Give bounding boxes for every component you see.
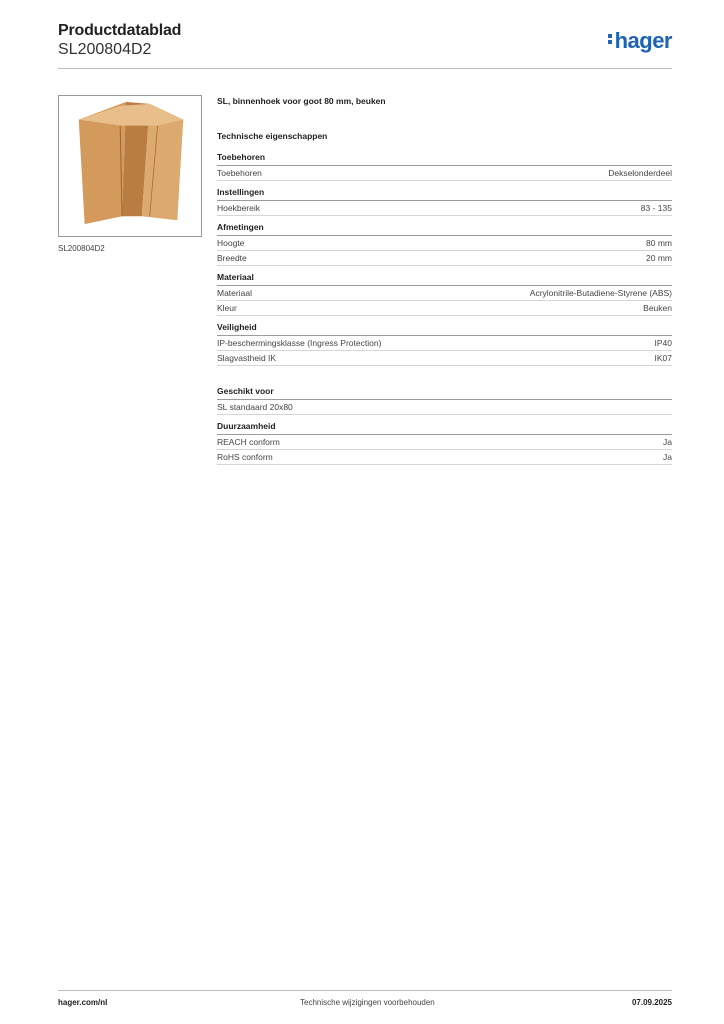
product-description: SL, binnenhoek voor goot 80 mm, beuken [217, 96, 386, 106]
corner-piece-illustration [59, 96, 201, 236]
spec-value: IP40 [654, 338, 672, 348]
footer-divider [58, 990, 672, 991]
spec-value: Ja [663, 452, 672, 462]
spec-label: Breedte [217, 253, 247, 263]
page-header [58, 22, 672, 68]
spec-row [217, 351, 672, 366]
section-veiligheid [217, 322, 672, 366]
section-duurzaamheid [217, 421, 672, 465]
logo-text: hager [614, 28, 672, 53]
spec-row [217, 400, 672, 415]
product-image [58, 95, 202, 237]
section-instellingen [217, 187, 672, 216]
footer-date: 07.09.2025 [631, 998, 672, 1007]
document-title: Productdatablad [58, 22, 182, 39]
header-divider [58, 68, 672, 69]
section-title: Veiligheid [217, 322, 672, 336]
section-title: Toebehoren [217, 152, 672, 166]
section-title: Geschikt voor [217, 386, 672, 400]
spec-row [217, 435, 672, 450]
spec-row [217, 166, 672, 181]
spec-value: IK07 [654, 353, 672, 363]
section-materiaal [217, 272, 672, 316]
spec-row [217, 201, 672, 216]
spec-label: SL standaard 20x80 [217, 402, 293, 412]
spec-row [217, 336, 672, 351]
spec-value: 80 mm [646, 238, 672, 248]
specifications [217, 96, 672, 471]
section-title: Duurzaamheid [217, 421, 672, 435]
spec-label: Hoekbereik [217, 203, 260, 213]
spec-value: Ja [663, 437, 672, 447]
spec-value: Dekselonderdeel [608, 168, 672, 178]
image-caption: SL200804D2 [58, 244, 105, 253]
spec-label: Hoogte [217, 238, 245, 248]
spec-label: REACH conform [217, 437, 280, 447]
spec-label: IP-beschermingsklasse (Ingress Protection) [217, 338, 382, 348]
spec-row [217, 450, 672, 465]
spec-label: Kleur [217, 303, 237, 313]
spec-row [217, 251, 672, 266]
spec-label: RoHS conform [217, 452, 273, 462]
logo-dots-icon [608, 32, 613, 46]
tech-heading: Technische eigenschappen [217, 131, 328, 141]
hager-logo [608, 28, 672, 54]
spec-value: Beuken [643, 303, 672, 313]
spec-row [217, 236, 672, 251]
spec-value: Acrylonitrile-Butadiene-Styrene (ABS) [529, 288, 672, 298]
section-title: Afmetingen [217, 222, 672, 236]
spec-label: Slagvastheid IK [217, 353, 277, 363]
section-afmetingen [217, 222, 672, 266]
spec-value: 83 - 135 [640, 203, 672, 213]
footer-notice: Technische wijzigingen voorbehouden [300, 998, 435, 1007]
section-geschikt-voor [217, 386, 672, 415]
spec-label: Materiaal [217, 288, 252, 298]
spec-row [217, 301, 672, 316]
section-title: Instellingen [217, 187, 672, 201]
product-code: SL200804D2 [58, 41, 152, 58]
section-toebehoren [217, 152, 672, 181]
section-title: Materiaal [217, 272, 672, 286]
spec-value: 20 mm [646, 253, 672, 263]
spec-label: Toebehoren [217, 168, 262, 178]
spec-row [217, 286, 672, 301]
footer-website: hager.com/nl [58, 998, 108, 1007]
